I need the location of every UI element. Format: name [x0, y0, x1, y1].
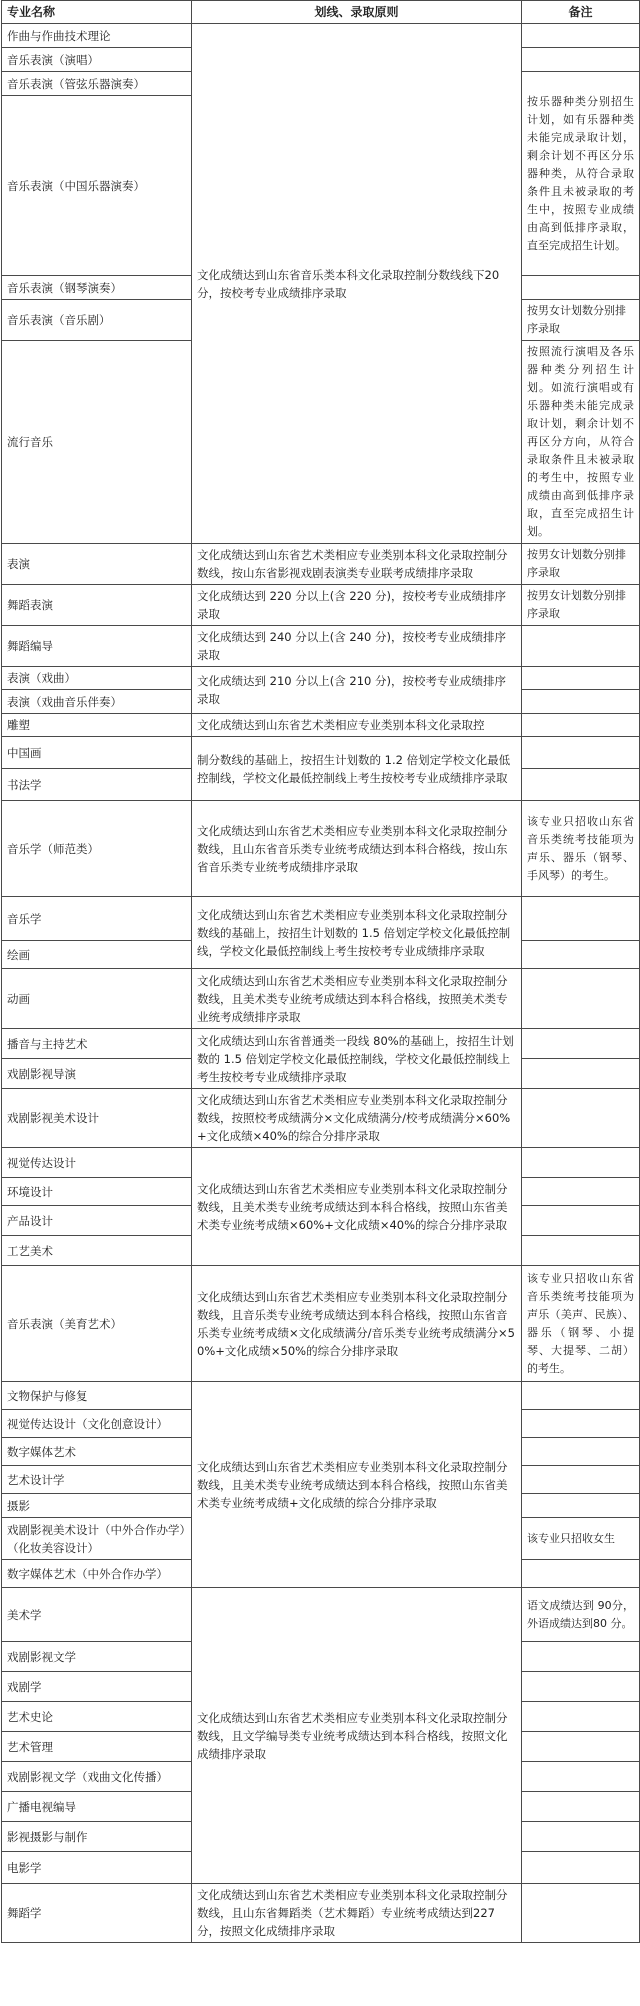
major-cell: 绘画	[2, 941, 192, 969]
note-cell	[522, 714, 640, 737]
rule-cell: 文化成绩达到山东省艺术类相应专业类别本科文化录取控制分数线，且美术类专业统考成绩达到本科合格线，按照山东省美术类专业统考成绩×60%+文化成绩×40%的综合分排序录取	[192, 1148, 522, 1266]
major-cell: 舞蹈表演	[2, 585, 192, 626]
rule-cell: 文化成绩达到山东省艺术类相应专业类别本科文化录取控制分数线的基础上，按招生计划数的 1.5 倍划定学校文化最低控制线，学校文化最低控制线上考生按校考专业成绩排序录取	[192, 897, 522, 969]
major-cell: 流行音乐	[2, 341, 192, 544]
note-cell: 该专业只招收女生	[522, 1518, 640, 1560]
note-cell	[522, 1206, 640, 1236]
major-cell: 音乐表演（管弦乐器演奏）	[2, 72, 192, 96]
note-cell	[522, 941, 640, 969]
major-cell: 音乐表演（音乐剧）	[2, 300, 192, 341]
note-cell	[522, 1792, 640, 1822]
note-cell	[522, 1822, 640, 1852]
major-cell: 播音与主持艺术	[2, 1029, 192, 1059]
note-cell	[522, 1089, 640, 1148]
note-cell	[522, 1178, 640, 1206]
header-major: 专业名称	[2, 1, 192, 24]
major-cell: 环境设计	[2, 1178, 192, 1206]
note-cell: 语文成绩达到 90分，外语成绩达到80 分。	[522, 1588, 640, 1642]
major-cell: 音乐学	[2, 897, 192, 941]
note-cell	[522, 626, 640, 667]
note-cell	[522, 897, 640, 941]
note-cell	[522, 1494, 640, 1518]
rule-cell: 文化成绩达到山东省艺术类相应专业类别本科文化录取控制分数线，且文学编导类专业统考成绩达到本科合格线，按照文化成绩排序录取	[192, 1588, 522, 1884]
header-note: 备注	[522, 1, 640, 24]
note-cell	[522, 1672, 640, 1702]
major-cell: 电影学	[2, 1852, 192, 1884]
major-cell: 书法学	[2, 769, 192, 801]
major-cell: 舞蹈学	[2, 1884, 192, 1943]
major-cell: 戏剧影视美术设计（中外合作办学）（化妆美容设计）	[2, 1518, 192, 1560]
major-cell: 音乐表演（钢琴演奏）	[2, 276, 192, 300]
rule-cell: 文化成绩达到山东省艺术类相应专业类别本科文化录取控制分数线，且山东省音乐类专业统考成绩达到本科合格线，按山东省音乐类专业统考成绩排序录取	[192, 801, 522, 897]
note-cell	[522, 1762, 640, 1792]
note-cell	[522, 1560, 640, 1588]
major-cell: 艺术设计学	[2, 1466, 192, 1494]
major-cell: 戏剧影视美术设计	[2, 1089, 192, 1148]
header-row	[2, 1, 640, 24]
major-cell: 表演	[2, 544, 192, 585]
note-cell: 按男女计划数分别排序录取	[522, 544, 640, 585]
header-rule: 划线、录取原则	[192, 1, 522, 24]
major-cell: 戏剧学	[2, 1672, 192, 1702]
major-cell: 视觉传达设计	[2, 1148, 192, 1178]
rule-cell: 制分数线的基础上，按招生计划数的 1.2 倍划定学校文化最低控制线，学校文化最低控制线上考生按校考专业成绩排序录取	[192, 737, 522, 801]
major-cell: 数字媒体艺术（中外合作办学）	[2, 1560, 192, 1588]
rule-cell: 文化成绩达到山东省艺术类相应专业类别本科文化录取控制分数线，且美术类专业统考成绩达到本科合格线，按照美术类专业统考成绩排序录取	[192, 969, 522, 1029]
note-cell: 该专业只招收山东省音乐类统考技能项为声乐、器乐（钢琴、手风琴）的考生。	[522, 801, 640, 897]
major-cell: 雕塑	[2, 714, 192, 737]
major-cell: 音乐表演（美育艺术）	[2, 1266, 192, 1382]
major-cell: 广播电视编导	[2, 1792, 192, 1822]
rule-cell: 文化成绩达到 210 分以上(含 210 分)，按校考专业成绩排序录取	[192, 667, 522, 714]
note-cell	[522, 1884, 640, 1943]
note-cell	[522, 1732, 640, 1762]
rule-cell: 文化成绩达到山东省艺术类相应专业类别本科文化录取控制分数线，且山东省舞蹈类（艺术舞蹈）专业统考成绩达到227 分，按照文化成绩排序录取	[192, 1884, 522, 1943]
note-cell	[522, 1642, 640, 1672]
major-cell: 音乐学（师范类）	[2, 801, 192, 897]
rule-cell: 文化成绩达到 220 分以上(含 220 分)，按校考专业成绩排序录取	[192, 585, 522, 626]
note-cell	[522, 737, 640, 769]
major-cell: 工艺美术	[2, 1236, 192, 1266]
note-cell	[522, 1702, 640, 1732]
note-cell	[522, 667, 640, 690]
rule-cell: 文化成绩达到山东省艺术类相应专业类别本科文化录取控制分数线，且音乐类专业统考成绩达到本科合格线，按照山东省音乐类专业统考成绩×文化成绩满分/音乐类专业统考成绩满分×50%+文化成绩×50%的综合分排序录取	[192, 1266, 522, 1382]
rule-cell: 文化成绩达到山东省艺术类相应专业类别本科文化录取控制分数线，按山东省影视戏剧表演类专业联考成绩排序录取	[192, 544, 522, 585]
note-cell	[522, 1029, 640, 1059]
note-cell	[522, 1410, 640, 1438]
note-cell	[522, 1382, 640, 1410]
major-cell: 音乐表演（演唱）	[2, 48, 192, 72]
major-cell: 文物保护与修复	[2, 1382, 192, 1410]
note-cell	[522, 769, 640, 801]
note-cell: 该专业只招收山东省音乐类统考技能项为声乐（美声、民族）、器乐（钢琴、小提琴、大提琴、二胡）的考生。	[522, 1266, 640, 1382]
major-cell: 数字媒体艺术	[2, 1438, 192, 1466]
rule-cell: 文化成绩达到山东省艺术类相应专业类别本科文化录取控制分数线，按照校考成绩满分×文化成绩满分/校考成绩满分×60%+文化成绩×40%的综合分排序录取	[192, 1089, 522, 1148]
note-cell	[522, 1852, 640, 1884]
major-cell: 摄影	[2, 1494, 192, 1518]
rule-cell: 文化成绩达到山东省艺术类相应专业类别本科文化录取控	[192, 714, 522, 737]
note-cell	[522, 24, 640, 48]
major-cell: 艺术史论	[2, 1702, 192, 1732]
major-cell: 音乐表演（中国乐器演奏）	[2, 96, 192, 276]
note-cell	[522, 1059, 640, 1089]
admission-table	[1, 0, 640, 1943]
note-cell: 按照流行演唱及各乐器种类分列招生计划。如流行演唱或有乐器种类未能完成录取计划，剩余计划不再区分方向，从符合录取条件且未被录取的考生中，按照专业成绩由高到低排序录取，直至完成招生计划。	[522, 341, 640, 544]
note-cell	[522, 1466, 640, 1494]
note-cell	[522, 48, 640, 72]
major-cell: 美术学	[2, 1588, 192, 1642]
note-cell: 按乐器种类分别招生计划，如有乐器种类未能完成录取计划，剩余计划不再区分乐器种类，从符合录取条件且未被录取的考生中，按照专业成绩由高到低排序录取，直至完成招生计划。	[522, 72, 640, 276]
note-cell	[522, 969, 640, 1029]
major-cell: 表演（戏曲）	[2, 667, 192, 690]
major-cell: 艺术管理	[2, 1732, 192, 1762]
major-cell: 戏剧影视文学	[2, 1642, 192, 1672]
note-cell	[522, 690, 640, 714]
rule-cell: 文化成绩达到山东省普通类一段线 80%的基础上，按招生计划数的 1.5 倍划定学校文化最低控制线，学校文化最低控制线上考生按校考专业成绩排序录取	[192, 1029, 522, 1089]
major-cell: 动画	[2, 969, 192, 1029]
rule-cell: 文化成绩达到山东省音乐类本科文化录取控制分数线线下20分，按校考专业成绩排序录取	[192, 24, 522, 544]
major-cell: 表演（戏曲音乐伴奏）	[2, 690, 192, 714]
note-cell	[522, 1148, 640, 1178]
major-cell: 戏剧影视导演	[2, 1059, 192, 1089]
rule-cell: 文化成绩达到 240 分以上(含 240 分)，按校考专业成绩排序录取	[192, 626, 522, 667]
major-cell: 视觉传达设计（文化创意设计）	[2, 1410, 192, 1438]
major-cell: 舞蹈编导	[2, 626, 192, 667]
major-cell: 产品设计	[2, 1206, 192, 1236]
note-cell: 按男女计划数分别排序录取	[522, 585, 640, 626]
note-cell: 按男女计划数分别排序录取	[522, 300, 640, 341]
note-cell	[522, 1236, 640, 1266]
note-cell	[522, 1438, 640, 1466]
major-cell: 影视摄影与制作	[2, 1822, 192, 1852]
major-cell: 戏剧影视文学（戏曲文化传播）	[2, 1762, 192, 1792]
note-cell	[522, 276, 640, 300]
major-cell: 中国画	[2, 737, 192, 769]
rule-cell: 文化成绩达到山东省艺术类相应专业类别本科文化录取控制分数线，且美术类专业统考成绩达到本科合格线，按照山东省美术类专业统考成绩+文化成绩的综合分排序录取	[192, 1382, 522, 1588]
major-cell: 作曲与作曲技术理论	[2, 24, 192, 48]
